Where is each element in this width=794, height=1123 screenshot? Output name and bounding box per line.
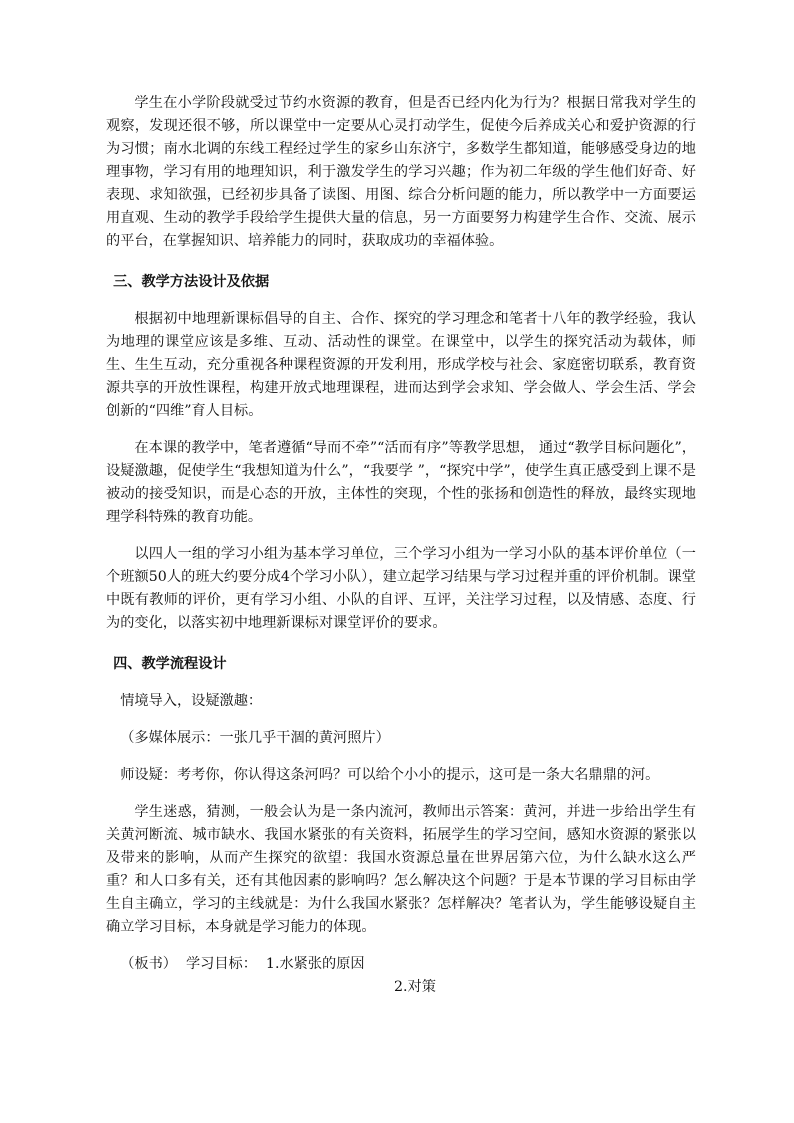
section-heading-teaching-methods: 三、教学方法设计及依据 (113, 274, 270, 290)
paragraph-method-basis: 根据初中地理新课标倡导的自主、合作、探究的学习理念和笔者十八年的教学经验，我认为地理的课堂应该是多维、互动、活动性的课堂。在课堂中，以学生的探究活动为载体，师生、生生互动，充分重视各种课程资源的开发利用，形成学校与社会、家庭密切联系，教育资源共享的开放性课程，构建开放式地理课程，进而达到学会求知、学会做人、学会生活、学会创新的“四维”育人目标。 (106, 311, 696, 419)
board-learning-goal-2: 2.对策 (394, 979, 436, 995)
line-scenario-intro: 情境导入，设疑激趣： (120, 693, 263, 709)
line-teacher-question: 师设疑：考考你，你认得这条河吗？可以给个小小的提示，这可是一条大名鼎鼎的河。 (120, 767, 660, 783)
document-page (106, 92, 696, 999)
line-multimedia: （多媒体展示：一张几乎干涸的黄河照片） (120, 730, 390, 746)
paragraph-teaching-ideas: 在本课的教学中，笔者遵循“导而不牵”“活而有序”等教学思想， 通过“教学目标问题化”，设疑激趣，促使学生“我想知道为什么”，“我要学 ”，“探究中学”，使学生真正感受到上课不是被动的接受知识，而是心态的开放，主体性的突现，个性的张扬和创造性的释放，最终实现地理学科特殊的教育功能。 (106, 440, 696, 525)
paragraph-student-response: 学生迷惑，猜测，一般会认为是一条内流河，教师出示答案：黄河，并进一步给出学生有关黄河断流、城市缺水、我国水紧张的有关资料，拓展学生的学习空间，感知水资源的紧张以及带来的影响，从而产生探究的欲望：我国水资源总量在世界居第六位，为什么缺水这么严重？和人口多有关，还有其他因素的影响吗？怎么解决这个问题？于是本节课的学习目标由学生自主确立，学习的主线就是：为什么我国水紧张？怎样解决？笔者认为，学生能够设疑自主确立学习目标，本身就是学习能力的体现。 (106, 804, 696, 935)
section-heading-teaching-process: 四、教学流程设计 (113, 656, 227, 672)
board-learning-goal-1: （板书） 学习目标： 1.水紧张的原因 (120, 956, 365, 972)
paragraph-student-analysis: 学生在小学阶段就受过节约水资源的教育，但是否已经内化为行为？根据日常我对学生的观察，发现还很不够，所以课堂中一定要从心灵打动学生，促使今后养成关心和爱护资源的行为习惯；南水北调的东线工程经过学生的家乡山东济宁，多数学生都知道，能够感受身边的地理事物，学习有用的地理知识，利于激发学生的学习兴趣；作为初二年级的学生他们好奇、好表现、求知欲强，已经初步具备了读图、用图、综合分析问题的能力，所以教学中一方面要运用直观、生动的教学手段给学生提供大量的信息，另一方面要努力构建学生合作、交流、展示的平台，在掌握知识、培养能力的同时，获取成功的幸福体验。 (106, 95, 696, 249)
paragraph-evaluation: 以四人一组的学习小组为基本学习单位，三个学习小组为一学习小队的基本评价单位（一个班额50人的班大约要分成4个学习小队），建立起学习结果与学习过程并重的评价机制。课堂中既有教师的评价，更有学习小组、小队的自评、互评，关注学习过程，以及情感、态度、行为的变化，以落实初中地理新课标对课堂评价的要求。 (106, 546, 696, 631)
